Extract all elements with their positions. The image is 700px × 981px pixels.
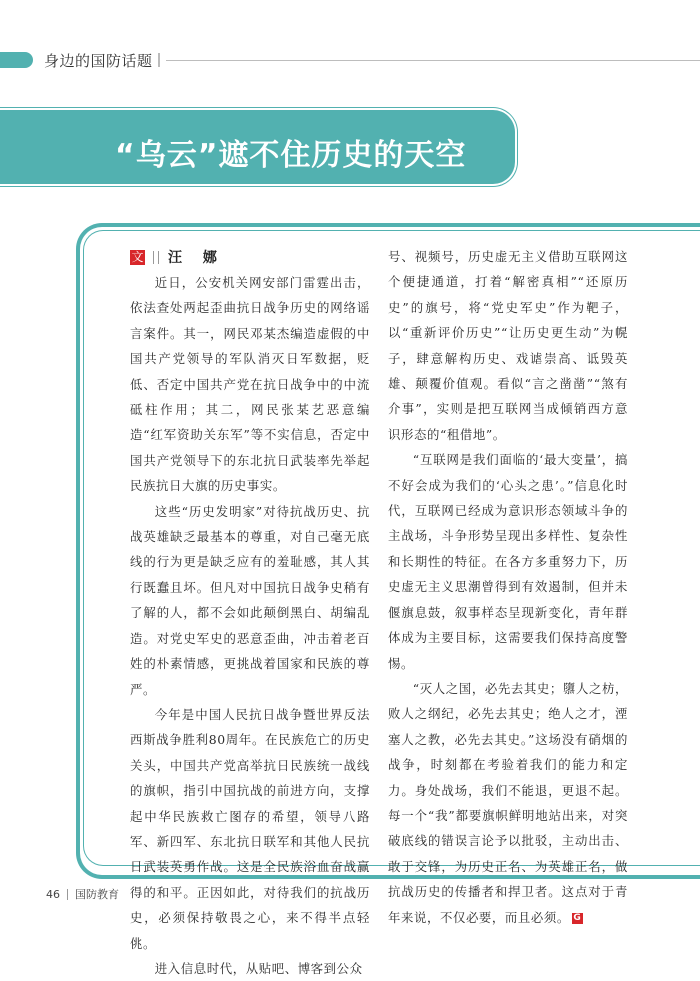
paragraph: 近日，公安机关网安部门雷霆出击，依法查处两起歪曲抗日战争历史的网络谣言案件。其一，网民邓某杰编造虚假的中国共产党领导的军队消灭日军数据，贬低、否定中国共产党在抗日战争中的中流砥柱作用；其二，网民张某艺恶意编造“红军资助关东军”等不实信息，否定中国共产党领导下的东北抗日武装率先举起民族抗日大旗的历史事实。 (130, 275, 370, 494)
article-title: “乌云”遮不住历史的天空 (115, 138, 467, 173)
paragraph-text: “灭人之国，必先去其史；隳人之枋，败人之纲纪，必先去其史；绝人之才，湮塞人之教，必先去其史。”这场没有硝烟的战争，时刻都在考验着我们的能力和定力。身处战场，我们不能退，更退不起。每一个“我”都要旗帜鲜明地站出来，对突破底线的错误言论予以批驳，主动出击、敢于交锋，为历史正名、为英雄正名，做抗战历史的传播者和捍卫者。这点对于青年来说，不仅必要，而且必须。 (388, 680, 628, 925)
paragraph-continuation: 号、视频号，历史虚无主义借助互联网这个便捷通道，打着“解密真相”“还原历史”的旗号，将“党史军史”作为靶子，以“重新评价历史”“让历史更生动”为幌子，肆意解构历史、戏谑崇高、诋毁英雄、颠覆价值观。看似“言之凿凿”“煞有介事”，实则是把互联网当成倾销西方意识形态的“租借地”。 (388, 249, 628, 442)
section-separator (158, 53, 160, 67)
author-name: 汪 娜 (168, 250, 225, 266)
byline-badge-icon: 文 (131, 249, 144, 264)
byline-separator (153, 251, 159, 264)
end-mark-icon: G (573, 912, 582, 923)
article-column-left (130, 270, 370, 981)
paragraph: 今年是中国人民抗日战争暨世界反法西斯战争胜利80周年。在民族危亡的历史关头，中国共产党高举抗日民族统一战线的旗帜，指引中国抗战的前进方向，支撑起中华民族救亡图存的希望，领导八路军、新四军、东北抗日联军和其他人民抗日武装英勇作战。这是全民族浴血奋战赢得的和平。正因如此，对待我们的抗战历史，必须保持敬畏之心，来不得半点轻佻。 (130, 706, 370, 951)
page-footer (46, 886, 119, 902)
paragraph: “互联网是我们面临的‘最大变量’，搞不好会成为我们的‘心头之患’。”信息化时代，互联网已经成为意识形态领域斗争的主战场，斗争形势呈现出多样性、复杂性和长期性的特征。在各方多重努力下，历史虚无主义思潮曾得到有效遏制，但并未偃旗息鼓，叙事样态呈现新变化，青年群体成为主要目标，这需要我们保持高度警惕。 (388, 452, 628, 671)
paragraph (388, 676, 628, 930)
page-number: 46 (46, 887, 60, 901)
paragraph: 进入信息时代，从贴吧、博客到公众 (154, 960, 363, 976)
section-pill-decoration (0, 52, 33, 68)
byline (130, 247, 225, 267)
section-rule-line (166, 60, 700, 61)
paragraph: 这些“历史发明家”对待抗战历史、抗战英雄缺乏最基本的尊重，对自己毫无底线的行为更是缺乏应有的羞耻感，其人其行既蠢且坏。但凡对中国抗日战争史稍有了解的人，都不会如此颠倒黑白、胡编乱造。对党史军史的恶意歪曲，冲击着老百姓的朴素情感，更挑战着国家和民族的尊严。 (130, 503, 370, 697)
article-column-right (388, 244, 628, 930)
section-title: 身边的国防话题 (44, 52, 153, 70)
footer-separator (67, 889, 68, 900)
magazine-name: 国防教育 (75, 888, 119, 901)
